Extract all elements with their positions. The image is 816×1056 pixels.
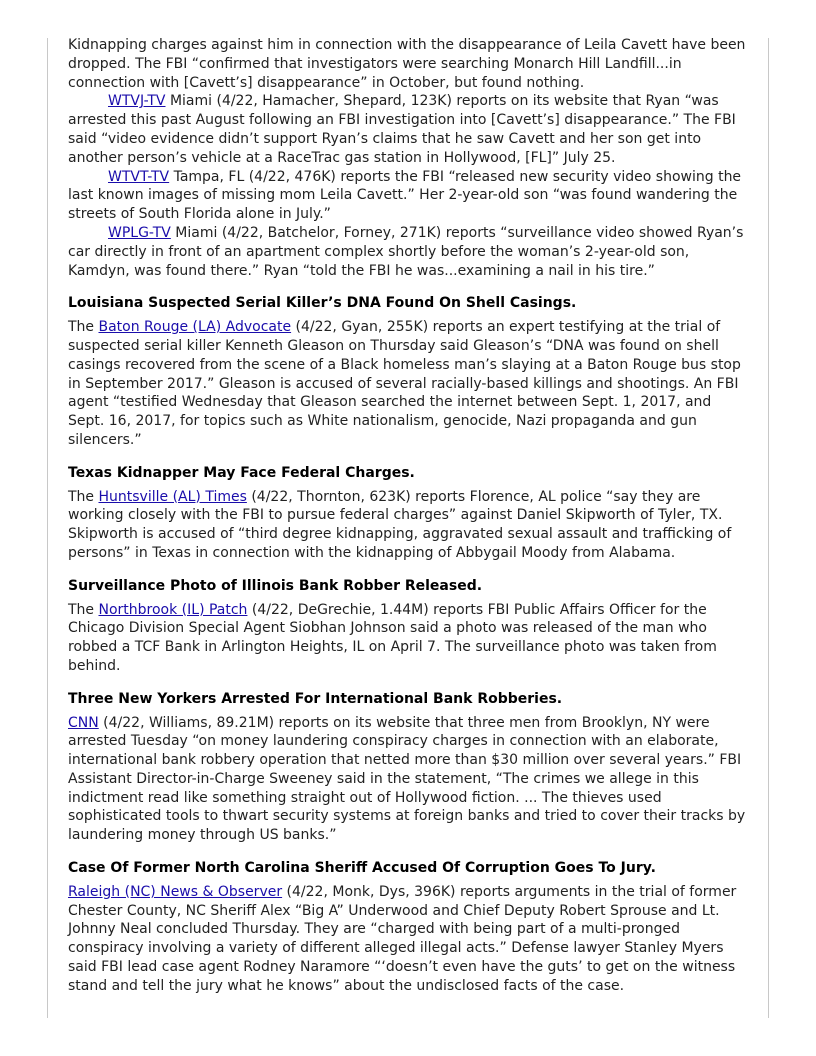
article-headline: Surveillance Photo of Illinois Bank Robber Released. (68, 577, 483, 594)
article-body (68, 883, 750, 996)
article-prefix: The (68, 601, 99, 618)
source-link-huntsville-times[interactable]: Huntsville (AL) Times (98, 488, 247, 505)
article-prefix: The (68, 319, 99, 336)
article-nc-sheriff (68, 859, 750, 996)
article-body (68, 318, 750, 450)
article-body (68, 488, 750, 563)
paragraph-wplg-text: Miami (4/22, Batchelor, Forney, 271K) reports “surveillance video showed Ryan’s car directly in front of an apartment complex shortly before the woman’s 2-year-old son, Kamdyn, was found there.” Ryan “told the FBI he was...examining a nail in his tire.” (68, 224, 744, 279)
article-new-yorkers-arrested (68, 690, 750, 845)
paragraph-wplg (68, 224, 750, 280)
paragraph-wtvt-text: Tampa, FL (4/22, 476K) reports the FBI “released new security video showing the last known images of missing mom Leila Cavett.” Her 2-year-old son “was found wandering the streets of South Florida alone in July.” (68, 168, 742, 223)
paragraph-wtvj (68, 92, 750, 167)
right-margin-rule (768, 38, 769, 1018)
article-body (68, 601, 750, 676)
article-headline: Three New Yorkers Arrested For International Bank Robberies. (68, 690, 563, 707)
article-headline: Louisiana Suspected Serial Killer’s DNA Found On Shell Casings. (68, 295, 577, 312)
source-link-raleigh-news-observer[interactable]: Raleigh (NC) News & Observer (68, 883, 283, 900)
article-text: (4/22, Monk, Dys, 396K) reports arguments in the trial of former Chester County, NC Sheriff Alex “Big A” Underwood and Chief Deputy Robert Sprouse and Lt. Johnny Neal concluded Thursday. They are “charged with being part of a multi-pronged conspiracy involving a variety of different alleged illegal acts.” Defense lawyer Stanley Myers said FBI lead case agent Rodney Naramore “‘doesn’t even have the guts’ to get on the witness stand and tell the jury what he knows” about the undisclosed facts of the case. (68, 883, 737, 994)
article-text: (4/22, DeGrechie, 1.44M) reports FBI Public Affairs Officer for the Chicago Division Special Agent Siobhan Johnson said a photo was released of the man who robbed a TCF Bank in Arlington Heights, IL on April 7. The surveillance photo was taken from behind. (68, 601, 717, 674)
source-link-baton-rouge-advocate[interactable]: Baton Rouge (LA) Advocate (98, 319, 292, 336)
source-link-northbrook-patch[interactable]: Northbrook (IL) Patch (98, 601, 248, 618)
paragraph-wtvt (68, 168, 750, 224)
source-link-wtvj[interactable]: WTVJ-TV (108, 93, 166, 110)
article-texas-kidnapper (68, 464, 750, 563)
left-margin-rule (47, 38, 48, 1018)
article-prefix: The (68, 488, 99, 505)
paragraph-wtvj-text: Miami (4/22, Hamacher, Shepard, 123K) reports on its website that Ryan “was arrested this past August following an FBI investigation into [Cavett’s] disappearance.” The FBI said “video evidence didn’t support Ryan’s claims that he saw Cavett and her son get into another person’s vehicle at a RaceTrac gas station in Hollywood, [FL]” July 25. (68, 93, 736, 166)
source-link-cnn[interactable]: CNN (68, 714, 99, 731)
paragraph-continued: Kidnapping charges against him in connection with the disappearance of Leila Cavett have been dropped. The FBI “confirmed that investigators were searching Monarch Hill Landfill...in connection with [Cavett’s] disappearance” in October, but found nothing. (68, 37, 746, 91)
article-text: (4/22, Gyan, 255K) reports an expert testifying at the trial of suspected serial killer Kenneth Gleason on Thursday said Gleason’s “DNA was found on shell casings recovered from the scene of a Black homeless man’s slaying at a Baton Rouge bus stop in September 2017.” Gleason is accused of several racially-based killings and shootings. An FBI agent “testified Wednesday that Gleason searched the internet between Sept. 1, 2017, and Sept. 16, 2017, for topics such as White nationalism, genocide, Nazi propaganda and gun silencers.” (68, 319, 741, 448)
source-link-wtvt[interactable]: WTVT-TV (108, 168, 170, 185)
article-louisiana (68, 294, 750, 449)
source-link-wplg[interactable]: WPLG-TV (108, 224, 171, 241)
article-text: (4/22, Thornton, 623K) reports Florence, AL police “say they are working closely with the FBI to pursue federal charges” against Daniel Skipworth of Tyler, TX. Skipworth is accused of “third degree kidnapping, aggravated sexual assault and trafficking of persons” in Texas in connection with the kidnapping of Abbygail Moody from Alabama. (68, 488, 732, 561)
article-illinois-robber (68, 577, 750, 676)
article-text: (4/22, Williams, 89.21M) reports on its website that three men from Brooklyn, NY were arrested Tuesday “on money laundering conspiracy charges in connection with an elaborate, international bank robbery operation that netted more than $30 million over several years.” FBI Assistant Director-in-Charge Sweeney said in the statement, “The crimes we allege in this indictment read like something straight out of Hollywood fiction. ... The thieves used sophisticated tools to thwart security systems at foreign banks and tried to cover their tracks by laundering money through US banks.” (68, 714, 746, 844)
document-body (68, 36, 750, 996)
article-headline: Case Of Former North Carolina Sheriff Accused Of Corruption Goes To Jury. (68, 860, 656, 877)
article-body (68, 714, 750, 846)
article-headline: Texas Kidnapper May Face Federal Charges. (68, 464, 415, 481)
